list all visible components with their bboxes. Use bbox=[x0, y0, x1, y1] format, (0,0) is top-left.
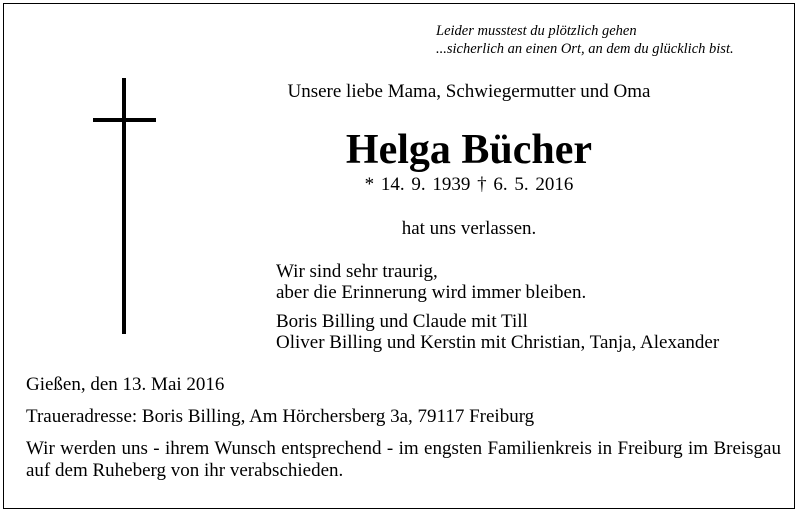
cross-icon bbox=[122, 78, 126, 334]
mourning-address: Traueradresse: Boris Billing, Am Hörchersberg 3a, 79117 Freiburg bbox=[26, 406, 535, 427]
place-date: Gießen, den 13. Mai 2016 bbox=[26, 374, 225, 395]
cross-icon-bar bbox=[93, 118, 156, 122]
intro-text: Unsere liebe Mama, Schwiegermutter und Oma bbox=[287, 81, 651, 102]
motto bbox=[436, 22, 734, 58]
verse-line-2: aber die Erinnerung wird immer bleiben. bbox=[276, 282, 587, 303]
obituary-frame bbox=[3, 3, 795, 509]
life-dates: * 14. 9. 1939 † 6. 5. 2016 bbox=[364, 174, 574, 195]
motto-line-1: Leider musstest du plötzlich gehen bbox=[436, 23, 637, 39]
family-line-2: Oliver Billing und Kerstin mit Christian, Tanja, Alexander bbox=[276, 332, 720, 353]
motto-line-2: ...sicherlich an einen Ort, an dem du glücklich bist. bbox=[436, 41, 734, 57]
family-line-1: Boris Billing und Claude mit Till bbox=[276, 311, 528, 332]
verse bbox=[276, 261, 586, 303]
family-signature bbox=[276, 311, 719, 353]
left-us-text: hat uns verlassen. bbox=[401, 218, 537, 239]
verse-line-1: Wir sind sehr traurig, bbox=[276, 261, 438, 282]
deceased-name: Helga Bücher bbox=[345, 127, 593, 173]
farewell-message: Wir werden uns - ihrem Wunsch entsprechend - im engsten Familienkreis in Freiburg im Breisgau auf dem Ruheberg von ihr verabschieden. bbox=[26, 438, 781, 481]
